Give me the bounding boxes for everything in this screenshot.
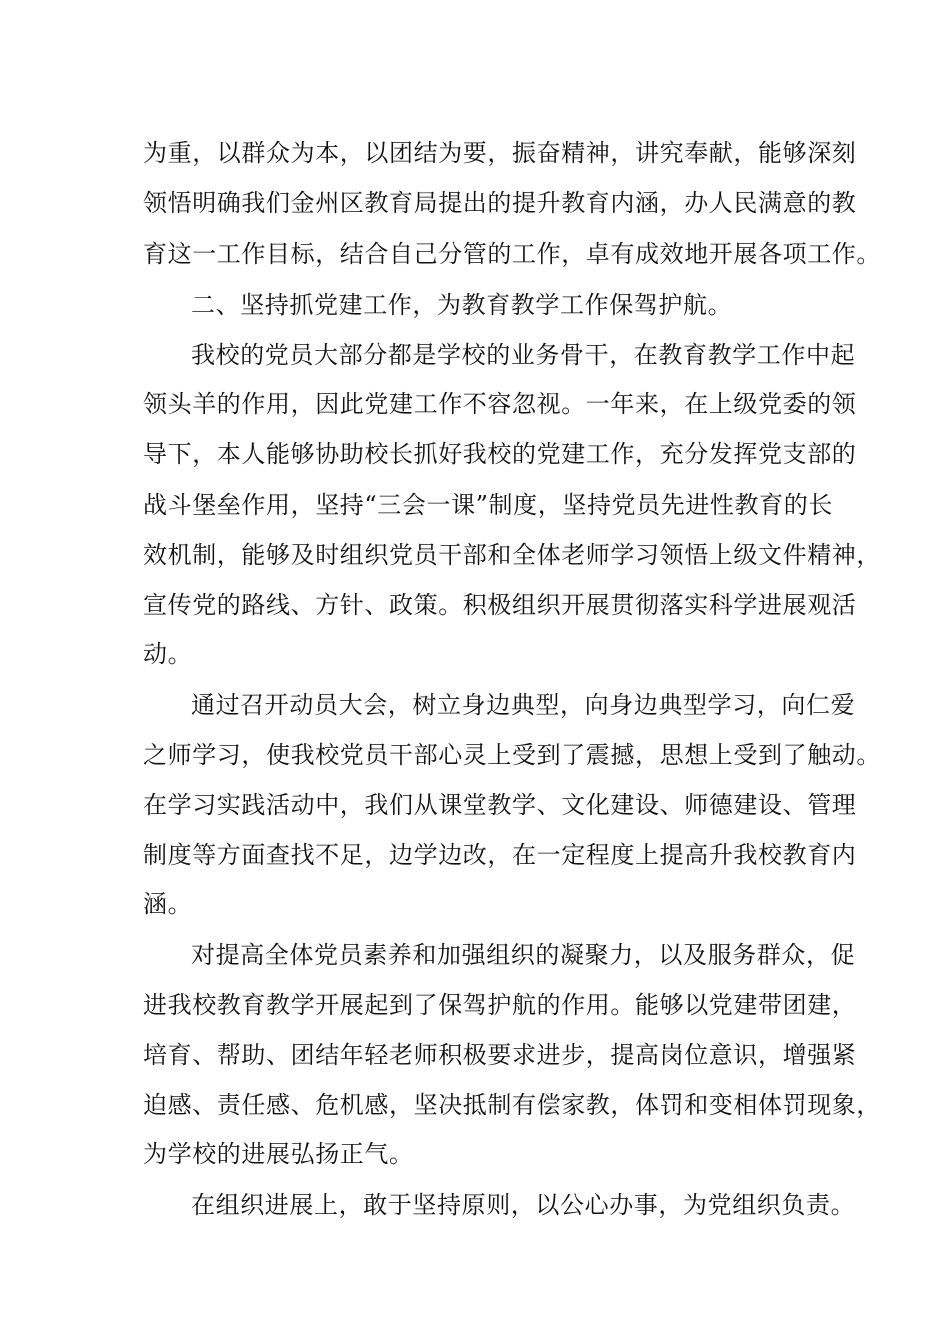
text-line: 通过召开动员大会，树立身边典型，向身边典型学习，向仁爱 xyxy=(191,691,856,719)
text-line: 在学习实践活动中，我们从课堂教学、文化建设、师德建设、管理 xyxy=(143,791,857,819)
text-line: 育这一工作目标，结合自己分管的工作，卓有成效地开展各项工作。 xyxy=(143,240,881,268)
text-line: 宣传党的路线、方针、政策。积极组织开展贯彻落实科学进展观活 xyxy=(143,591,857,619)
text-line: 之师学习，使我校党员干部心灵上受到了震撼，思想上受到了触动。 xyxy=(143,741,881,769)
text-line: 对提高全体党员素养和加强组织的凝聚力，以及服务群众，促 xyxy=(191,941,856,969)
text-line: 制度等方面查找不足，边学边改，在一定程度上提高升我校教育内 xyxy=(143,841,857,869)
text-line: 战斗堡垒作用，坚持“三会一课”制度，坚持党员先进性教育的长 xyxy=(143,491,833,519)
text-line: 培育、帮助、团结年轻老师积极要求进步，提高岗位意识，增强紧 xyxy=(143,1041,857,1069)
section-heading: 二、坚持抓党建工作，为教育教学工作保驾护航。 xyxy=(191,291,733,319)
text-line: 在组织进展上，敢于坚持原则，以公心办事，为党组织负责。 xyxy=(191,1191,856,1219)
text-line: 领悟明确我们金州区教育局提出的提升教育内涵，办人民满意的教 xyxy=(143,189,857,217)
text-line: 动。 xyxy=(143,640,193,668)
text-line: 为学校的进展弘扬正气。 xyxy=(143,1140,414,1168)
text-line: 涵。 xyxy=(143,890,193,918)
text-line: 导下，本人能够协助校长抓好我校的党建工作，充分发挥党支部的 xyxy=(143,440,857,468)
text-line: 效机制，能够及时组织党员干部和全体老师学习领悟上级文件精神， xyxy=(143,541,881,569)
text-line: 为重，以群众为本，以团结为要，振奋精神，讲究奉献，能够深刻 xyxy=(143,139,857,167)
text-line: 迫感、责任感、危机感，坚决抵制有偿家教，体罚和变相体罚现象， xyxy=(143,1091,881,1119)
text-line: 领头羊的作用，因此党建工作不容忽视。一年来，在上级党委的领 xyxy=(143,390,857,418)
text-line: 我校的党员大部分都是学校的业务骨干，在教育教学工作中起 xyxy=(191,341,856,369)
text-line: 进我校教育教学开展起到了保驾护航的作用。能够以党建带团建， xyxy=(143,991,857,1019)
